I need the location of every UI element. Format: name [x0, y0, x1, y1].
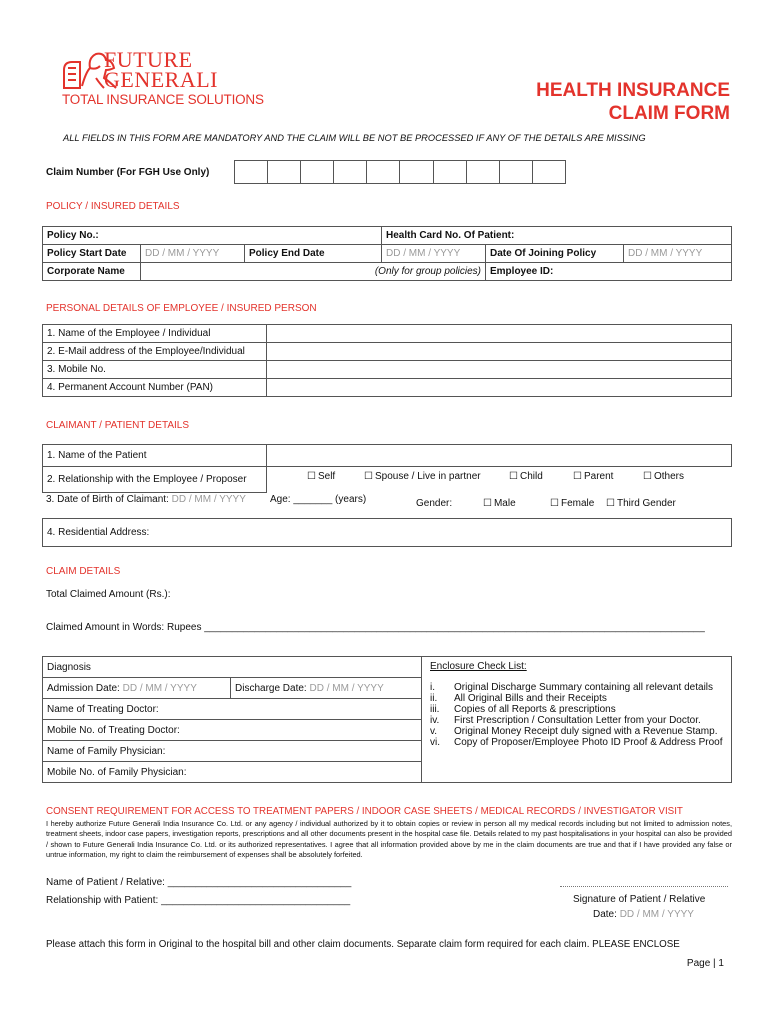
- pan-label: 4. Permanent Account Number (PAN): [43, 379, 267, 397]
- policy-end-label: Policy End Date: [245, 245, 382, 263]
- enclosure-item: [430, 715, 723, 726]
- brand-line2: GENERALI: [104, 67, 218, 92]
- enclosure-checklist: [422, 657, 732, 783]
- rel-spouse-checkbox[interactable]: ☐ Spouse / Live in partner: [364, 471, 481, 482]
- consent-body: I hereby authorize Future Generali India Insurance Co. Ltd. or any agency / individual authorized by it to obtain copies or review in person all my medical records including but not limited to admission notes, treatment sheets, indoor case papers, investigation reports, prescriptions and all other documents present in the hospital case file. Details related to my past hospitalisations in your hospital can also be provided / shown to Future Generali India Insurance Co. Ltd. or its authorized representatives. I agree that all information provided above by me in the claim documents are true and that if I have provided any false or untrue information, my right to claim the reimbursement of expenses shall be absolutely forfeited.: [46, 819, 732, 859]
- enclosure-item: [430, 704, 723, 715]
- patient-name-label: 1. Name of the Patient: [43, 445, 267, 467]
- enclosure-item: [430, 737, 723, 748]
- enclosure-item-number: v.: [430, 726, 438, 737]
- family-physician-mobile-field[interactable]: Mobile No. of Family Physician:: [43, 762, 422, 783]
- policy-section-heading: POLICY / INSURED DETAILS: [46, 201, 180, 212]
- sign-date-field[interactable]: Date: DD / MM / YYYY: [593, 909, 694, 920]
- total-claimed-field[interactable]: Total Claimed Amount (Rs.):: [46, 589, 171, 600]
- pan-input[interactable]: [267, 379, 732, 397]
- rel-parent-checkbox[interactable]: ☐ Parent: [573, 471, 613, 482]
- enclosure-item-text: All Original Bills and their Receipts: [454, 693, 607, 704]
- family-physician-field[interactable]: Name of Family Physician:: [43, 741, 422, 762]
- mobile-input[interactable]: [267, 361, 732, 379]
- rel-others-checkbox[interactable]: ☐ Others: [643, 471, 684, 482]
- enclosure-item: [430, 726, 723, 737]
- enclosure-item-text: First Prescription / Consultation Letter from your Doctor.: [454, 715, 701, 726]
- employee-email-input[interactable]: [267, 343, 732, 361]
- employee-name-input[interactable]: [267, 325, 732, 343]
- enclosure-list: [430, 682, 723, 748]
- signature-line[interactable]: [560, 886, 728, 887]
- enclosure-item-text: Copies of all Reports & prescriptions: [454, 704, 616, 715]
- enclosure-heading: Enclosure Check List:: [430, 661, 527, 672]
- enclosure-item-number: iii.: [430, 704, 440, 715]
- age-field[interactable]: Age: _______ (years): [270, 494, 367, 505]
- policy-start-date-input[interactable]: DD / MM / YYYY: [141, 245, 245, 263]
- patient-name-sign-field[interactable]: Name of Patient / Relative: _________________________________: [46, 877, 352, 888]
- gender-male-checkbox[interactable]: ☐ Male: [483, 498, 516, 509]
- employee-id-field[interactable]: Employee ID:: [486, 263, 732, 281]
- mandatory-notice: ALL FIELDS IN THIS FORM ARE MANDATORY AND THE CLAIM WILL BE NOT BE PROCESSED IF ANY OF THE DETAILS ARE MISSING: [63, 133, 646, 143]
- admission-date-field[interactable]: Admission Date: DD / MM / YYYY: [43, 678, 231, 699]
- claim-section-heading: CLAIM DETAILS: [46, 566, 121, 577]
- enclosure-item-number: iv.: [430, 715, 440, 726]
- policy-end-date-input[interactable]: DD / MM / YYYY: [382, 245, 486, 263]
- amount-in-words-field[interactable]: Claimed Amount in Words: Rupees __________________________________________________________________________________________: [46, 622, 705, 633]
- gender-third-checkbox[interactable]: ☐ Third Gender: [606, 498, 676, 509]
- diagnosis-field[interactable]: Diagnosis: [43, 657, 422, 678]
- discharge-date-field[interactable]: Discharge Date: DD / MM / YYYY: [231, 678, 422, 699]
- policy-table: [42, 226, 732, 281]
- form-title-line2: CLAIM FORM: [608, 103, 730, 124]
- signature-label: Signature of Patient / Relative: [573, 894, 706, 905]
- enclosure-item-text: Copy of Proposer/Employee Photo ID Proof & Address Proof: [454, 737, 723, 748]
- enclosure-item: [430, 682, 723, 693]
- claim-number-label: Claim Number (For FGH Use Only): [46, 167, 210, 178]
- employee-name-label: 1. Name of the Employee / Individual: [43, 325, 267, 343]
- form-title-line1: HEALTH INSURANCE: [536, 80, 730, 101]
- rel-self-checkbox[interactable]: ☐ Self: [307, 471, 335, 482]
- company-logo: [60, 47, 264, 110]
- footer-note: Please attach this form in Original to the hospital bill and other claim documents. Separate claim form required for each claim. PLEASE ENCLOSE: [46, 939, 680, 950]
- claimant-table: [42, 444, 732, 493]
- treating-doctor-field[interactable]: Name of Treating Doctor:: [43, 699, 422, 720]
- brand-line1: FUTURE: [104, 47, 193, 72]
- enclosure-item: [430, 693, 723, 704]
- joining-date-input[interactable]: DD / MM / YYYY: [624, 245, 732, 263]
- residential-address-field[interactable]: 4. Residential Address:: [43, 519, 732, 547]
- claimant-section-heading: CLAIMANT / PATIENT DETAILS: [46, 420, 189, 431]
- relationship-sign-field[interactable]: Relationship with Patient: __________________________________: [46, 895, 351, 906]
- employee-email-label: 2. E-Mail address of the Employee/Individual: [43, 343, 267, 361]
- personal-section-heading: PERSONAL DETAILS OF EMPLOYEE / INSURED PERSON: [46, 303, 317, 314]
- consent-heading: CONSENT REQUIREMENT FOR ACCESS TO TREATMENT PAPERS / INDOOR CASE SHEETS / MEDICAL RECORDS / INVESTIGATOR VISIT: [46, 806, 683, 817]
- relationship-label: 2. Relationship with the Employee / Proposer: [43, 467, 267, 493]
- enclosure-item-number: i.: [430, 682, 435, 693]
- address-table: [42, 518, 732, 547]
- patient-name-input[interactable]: [267, 445, 732, 467]
- enclosure-item-number: ii.: [430, 693, 438, 704]
- joining-date-label: Date Of Joining Policy: [486, 245, 624, 263]
- mobile-label: 3. Mobile No.: [43, 361, 267, 379]
- enclosure-item-text: Original Money Receipt duly signed with a Revenue Stamp.: [454, 726, 718, 737]
- gender-label: Gender:: [416, 498, 453, 509]
- corporate-name-label: Corporate Name: [43, 263, 141, 281]
- brand-tagline: TOTAL INSURANCE SOLUTIONS: [62, 92, 264, 107]
- enclosure-item-number: vi.: [430, 737, 440, 748]
- gender-female-checkbox[interactable]: ☐ Female: [550, 498, 594, 509]
- rel-child-checkbox[interactable]: ☐ Child: [509, 471, 543, 482]
- claim-number-boxes[interactable]: [234, 160, 566, 184]
- policy-no-field[interactable]: Policy No.:: [43, 227, 382, 245]
- health-card-field[interactable]: Health Card No. Of Patient:: [382, 227, 732, 245]
- treatment-table: [42, 656, 732, 783]
- enclosure-item-text: Original Discharge Summary containing all relevant details: [454, 682, 714, 693]
- corporate-name-field[interactable]: (Only for group policies): [141, 263, 486, 281]
- dob-input[interactable]: DD / MM / YYYY: [171, 494, 246, 505]
- dob-label: 3. Date of Birth of Claimant: DD / MM / YYYY: [46, 494, 246, 505]
- treating-doctor-mobile-field[interactable]: Mobile No. of Treating Doctor:: [43, 720, 422, 741]
- policy-start-label: Policy Start Date: [43, 245, 141, 263]
- page-number: Page | 1: [686, 958, 724, 969]
- personal-table: [42, 324, 732, 397]
